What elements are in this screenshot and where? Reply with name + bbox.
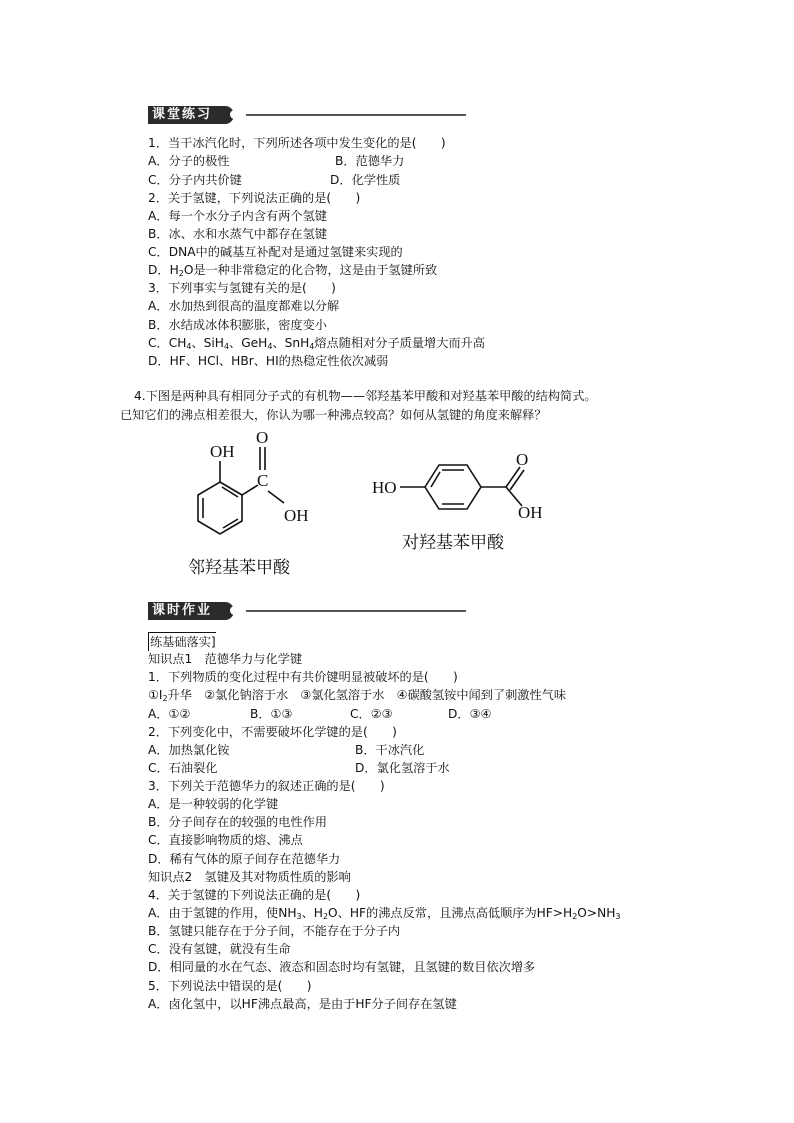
q2-stem: 2．关于氢键，下列说法正确的是( ): [148, 191, 361, 205]
bullet-dot-icon: [230, 110, 239, 119]
para-o-label: O: [516, 450, 529, 469]
hw-q4-a-part: O>NH: [577, 906, 616, 920]
q4-line1: 4.下图是两种具有相同分子式的有机物——邻羟基苯甲酸和对羟基苯甲酸的结构简式。: [134, 389, 597, 403]
hw-q1-option-c: C．②③: [350, 707, 393, 721]
hw-q4-a-sub: 2: [322, 912, 329, 921]
knowledge-point-2: 知识点2 氢键及其对物质性质的影响: [148, 870, 351, 884]
q3-stem: 3．下列事实与氢键有关的是( ): [148, 281, 336, 295]
hw-q4-a-part: A．由于氢键的作用，使NH: [148, 906, 297, 920]
hw-q2-stem: 2．下列变化中，不需要破坏化学键的是( ): [148, 725, 397, 739]
hw-q1-items-rest: 升华 ②氯化钠溶于水 ③氯化氢溶于水 ④碳酸氢铵中闻到了刺激性气味: [167, 688, 567, 702]
q2-d-text: D．H: [148, 263, 179, 277]
hw-q4-option-c: C．没有氢键，就没有生命: [148, 942, 291, 956]
section-title: 课堂练习: [148, 106, 234, 124]
q3-c-sub: 4: [223, 342, 230, 351]
hw-q3-option-c: C．直接影响物质的熔、沸点: [148, 833, 303, 847]
q3-option-a: A．水加热到很高的温度都难以分解: [148, 299, 340, 313]
q3-c-sub: 4: [267, 342, 273, 351]
hw-q2-option-d: D．氯化氢溶于水: [355, 761, 450, 775]
hw-q4-option-b: B．氢键只能存在于分子间，不能存在于分子内: [148, 924, 401, 938]
hw-q3-stem: 3．下列关于范德华力的叙述正确的是( ): [148, 779, 385, 793]
benzene-ring: [425, 465, 481, 509]
section-title: 课时作业: [148, 602, 234, 620]
q3-c-part: C．CH: [148, 336, 187, 350]
carboxyl-bond: [242, 485, 258, 495]
ortho-oh-top: OH: [210, 442, 235, 461]
hw-q4-stem: 4．关于氢键的下列说法正确的是( ): [148, 888, 361, 902]
para-ho-label: HO: [372, 478, 397, 497]
q2-option-a: A．每一个水分子内含有两个氢键: [148, 209, 327, 223]
hw-q3-option-d: D．稀有气体的原子间存在范德华力: [148, 852, 341, 866]
q1-option-b: B．范德华力: [335, 154, 405, 168]
section-header-classroom-practice: [148, 104, 466, 126]
hw-q1-stem: 1．下列物质的变化过程中有共价键明显被破坏的是( ): [148, 670, 458, 684]
para-caption: 对羟基苯甲酸: [402, 533, 504, 552]
q3-c-sub: 4: [309, 342, 315, 351]
hw-q1-items-sub: 2: [162, 694, 168, 703]
q2-option-c: C．DNA中的碱基互补配对是通过氢键来实现的: [148, 245, 403, 259]
hw-q1-items-text: ①I: [148, 688, 163, 702]
q3-c-sub: 4: [186, 342, 192, 351]
ortho-c-label: C: [257, 471, 269, 490]
section-rule: [246, 610, 466, 612]
q3-c-part: 熔点随相对分子质量增大而升高: [314, 336, 485, 350]
knowledge-point-1: 知识点1 范德华力与化学键: [148, 652, 303, 666]
hw-tag: [148, 632, 216, 651]
benzene-ring: [198, 482, 242, 534]
hw-q5-option-a: A．卤化氢中，以HF沸点最高，是由于HF分子间存在氢键: [148, 997, 457, 1011]
hw-q4-a-part: O、HF的沸点反常，且沸点高低顺序为HF>H: [328, 906, 573, 920]
c-oh-bond: [268, 491, 284, 503]
ortho-hydroxybenzoic-acid-structure: [180, 425, 340, 580]
q2-d-text-rest: O是一种非常稳定的化合物，这是由于氢键所致: [183, 263, 438, 277]
hw-q4-a-sub: 2: [572, 912, 578, 921]
q2-d-sub: 2: [178, 269, 184, 278]
q3-c-part: 、SiH: [191, 336, 224, 350]
hw-q2-option-b: B．干冰汽化: [355, 743, 425, 757]
ring-double-bond: [223, 519, 238, 528]
carbonyl-bond: [510, 470, 524, 490]
bullet-dot-icon: [230, 606, 239, 615]
hw-q4-a-part: 、H: [301, 906, 323, 920]
hw-q1-option-a: A．①②: [148, 707, 191, 721]
q3-c-part: 、GeH: [229, 336, 268, 350]
hw-q1-option-b: B．①③: [250, 707, 293, 721]
hw-q5-stem: 5．下列说法中错误的是( ): [148, 979, 312, 993]
hw-q3-option-b: B．分子间存在的较强的电性作用: [148, 815, 327, 829]
q4-line2: 已知它们的沸点相差很大，你认为哪一种沸点较高？如何从氢键的角度来解释？: [120, 408, 547, 422]
q3-c-part: 、SnH: [272, 336, 310, 350]
q1-stem: 1．当干冰汽化时，下列所述各项中发生变化的是( ): [148, 136, 446, 150]
section-header-homework: [148, 600, 466, 622]
hw-q4-a-sub: 3: [296, 912, 302, 921]
hw-q2-option-c: C．石油裂化: [148, 761, 218, 775]
ortho-o-label: O: [256, 428, 269, 447]
q3-option-b: B．水结成冰体积膨胀，密度变小: [148, 318, 327, 332]
ortho-caption: 邻羟基苯甲酸: [188, 558, 290, 577]
ortho-oh-right: OH: [284, 506, 309, 525]
para-hydroxybenzoic-acid-structure: [370, 450, 560, 560]
q1-option-c: C．分子内共价键: [148, 173, 242, 187]
hw-q2-option-a: A．加热氯化铵: [148, 743, 230, 757]
q3-option-d: D．HF、HCl、HBr、HI的热稳定性依次减弱: [148, 354, 389, 368]
q2-option-b: B．冰、水和水蒸气中都存在氢键: [148, 227, 327, 241]
q1-option-d: D．化学性质: [330, 173, 401, 187]
q1-option-a: A．分子的极性: [148, 154, 230, 168]
hw-q3-option-a: A．是一种较弱的化学键: [148, 797, 279, 811]
hw-q4-option-d: D．相同量的水在气态、液态和固态时均有氢键，且氢键的数目依次增多: [148, 960, 536, 974]
hw-tag-text: 练基础落实]: [148, 632, 216, 651]
hw-q1-option-d: D．③④: [448, 707, 492, 721]
hw-q4-a-sub: 3: [615, 912, 621, 921]
carbonyl-bond: [506, 467, 520, 487]
para-oh-label: OH: [518, 503, 543, 522]
section-rule: [246, 114, 466, 116]
